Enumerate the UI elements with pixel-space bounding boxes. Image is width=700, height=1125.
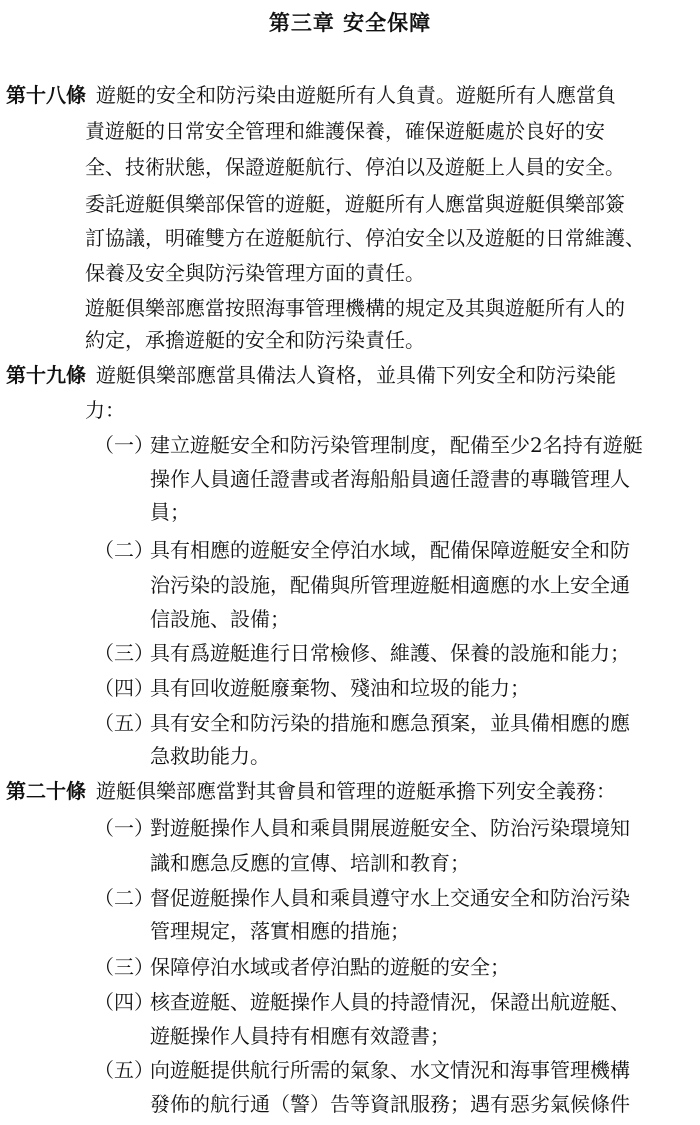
item-text: 保障停泊水域或者停泊點的遊艇的安全； (150, 955, 510, 979)
article-18-line: 約定，承擔遊艇的安全和防污染責任。 (85, 328, 425, 352)
item-line: 員； (150, 500, 190, 524)
article-18-line: 訂協議，明確雙方在遊艇航行、停泊安全以及遊艇的日常維護、 (85, 226, 645, 250)
item-mark: （五） (94, 711, 154, 735)
item-line: 發佈的航行通（警）告等資訊服務；遇有惡劣氣候條件 (150, 1092, 630, 1116)
item-line: 操作人員適任證書或者海船船員適任證書的專職管理人 (150, 467, 630, 491)
item-mark: （五） (94, 1058, 154, 1082)
item-mark: （四） (94, 676, 154, 700)
item-line: 治污染的設施，配備與所管理遊艇相適應的水上安全通 (150, 573, 630, 597)
article-number: 第十八條 (6, 83, 86, 107)
chapter-title: 第三章 安全保障 (268, 11, 432, 35)
list-item (94, 810, 630, 846)
article-text: 遊艇俱樂部應當對其會員和管理的遊艇承擔下列安全義務： (96, 779, 616, 803)
item-mark: （四） (94, 990, 154, 1014)
list-item (94, 949, 510, 985)
list-item (94, 880, 630, 916)
article-18-line: 保養及安全與防污染管理方面的責任。 (85, 261, 425, 285)
item-mark: （二） (94, 886, 154, 910)
article-text: 遊艇俱樂部應當具備法人資格，並具備下列安全和防污染能 (96, 363, 616, 387)
item-text: 具有相應的遊艇安全停泊水域，配備保障遊艇安全和防 (150, 538, 630, 562)
list-item (94, 635, 630, 671)
item-text: 具有回收遊艇廢棄物、殘油和垃圾的能力； (150, 676, 530, 700)
item-text: 具有爲遊艇進行日常檢修、維護、保養的設施和能力； (150, 641, 630, 665)
article-18-first-line (6, 77, 616, 113)
item-text: 督促遊艇操作人員和乘員遵守水上交通安全和防治污染 (150, 886, 630, 910)
list-item (94, 670, 530, 706)
article-18-line: 委託遊艇俱樂部保管的遊艇，遊艇所有人應當與遊艇俱樂部簽 (85, 192, 625, 216)
list-item (94, 705, 630, 741)
item-text: 核查遊艇、遊艇操作人員的持證情況，保證出航遊艇、 (150, 990, 630, 1014)
article-18-line: 責遊艇的日常安全管理和維護保養，確保遊艇處於良好的安 (85, 119, 605, 143)
item-text: 具有安全和防污染的措施和應急預案，並具備相應的應 (150, 711, 630, 735)
item-line: 遊艇操作人員持有相應有效證書； (150, 1024, 450, 1048)
list-item (94, 984, 630, 1020)
list-item (94, 427, 643, 463)
item-text: 向遊艇提供航行所需的氣象、水文情況和海事管理機構 (150, 1058, 630, 1082)
article-19-first-line (6, 357, 616, 393)
item-mark: （一） (94, 433, 154, 457)
article-19-line: 力： (85, 398, 125, 422)
list-item (94, 532, 630, 568)
article-number: 第十九條 (6, 363, 86, 387)
item-text: 對遊艇操作人員和乘員開展遊艇安全、防治污染環境知 (150, 816, 630, 840)
item-line: 急救助能力。 (150, 744, 270, 768)
item-mark: （三） (94, 641, 154, 665)
article-text: 遊艇的安全和防污染由遊艇所有人負責。遊艇所有人應當負 (96, 83, 616, 107)
item-line: 信設施、設備； (150, 607, 290, 631)
article-18-line: 全、技術狀態，保證遊艇航行、停泊以及遊艇上人員的安全。 (85, 155, 625, 179)
list-item (94, 1052, 630, 1088)
item-line: 識和應急反應的宣傳、培訓和教育； (150, 851, 470, 875)
item-mark: （一） (94, 816, 154, 840)
item-mark: （三） (94, 955, 154, 979)
article-20-first-line (6, 773, 616, 809)
item-line: 管理規定，落實相應的措施； (150, 919, 410, 943)
article-18-line: 遊艇俱樂部應當按照海事管理機構的規定及其與遊艇所有人的 (85, 296, 625, 320)
item-mark: （二） (94, 538, 154, 562)
article-number: 第二十條 (6, 779, 86, 803)
item-text: 建立遊艇安全和防污染管理制度，配備至少2名持有遊艇 (150, 433, 643, 457)
